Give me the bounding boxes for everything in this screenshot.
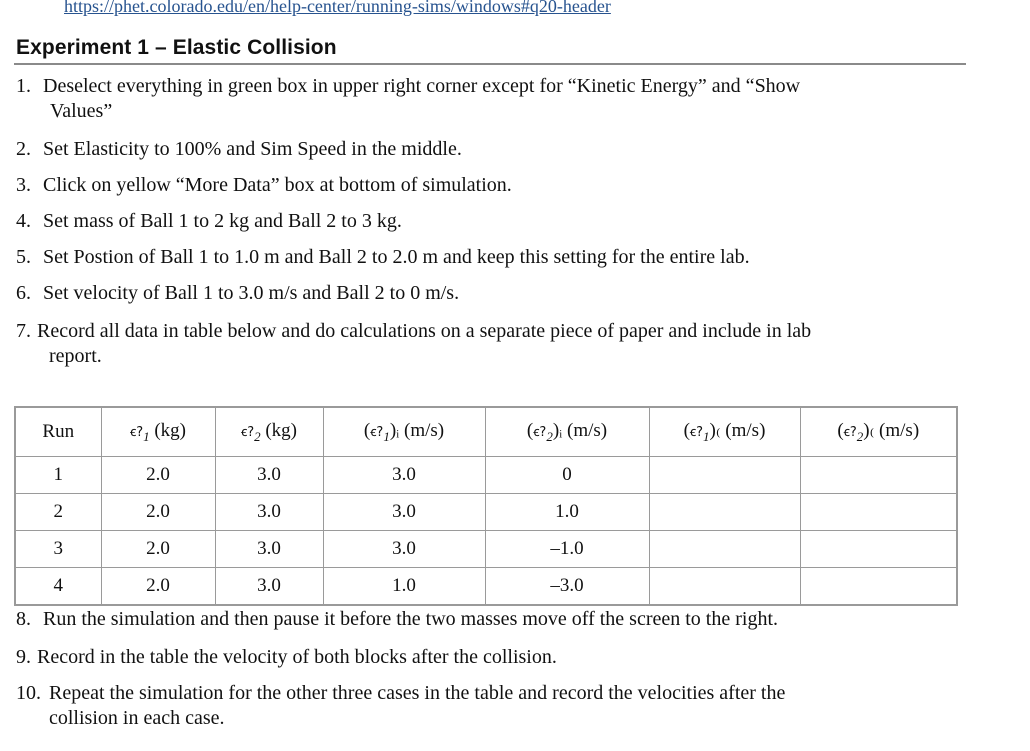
cell-mass-2: 3.0 (215, 531, 323, 568)
data-table (14, 406, 958, 606)
table-header-row (15, 407, 957, 457)
header-mass-1: $ꞓ?_1$ (kg) (101, 407, 215, 457)
experiment-title: Experiment 1 – Elastic Collision (16, 36, 337, 59)
cell-v1-final[interactable] (649, 531, 800, 568)
cell-v2-initial: –1.0 (485, 531, 649, 568)
cell-v2-initial: 0 (485, 457, 649, 494)
step-number: 2. (16, 138, 31, 160)
source-url[interactable]: https://phet.colorado.edu/en/help-center/running-sims/windows#q20-header (64, 0, 611, 16)
cell-v2-initial: 1.0 (485, 494, 649, 531)
step-text-continued: collision in each case. (49, 707, 225, 729)
step-text-continued: report. (49, 345, 102, 367)
cell-v1-initial: 3.0 (323, 457, 485, 494)
cell-mass-2: 3.0 (215, 568, 323, 606)
step-number: 10. (16, 682, 41, 704)
step-text: Deselect everything in green box in upper right corner except for “Kinetic Energy” and “Show (43, 75, 801, 97)
table-row (15, 568, 957, 606)
cell-v1-final[interactable] (649, 568, 800, 606)
cell-mass-1: 2.0 (101, 457, 215, 494)
step-number: 7. (16, 320, 31, 342)
cell-v2-initial: –3.0 (485, 568, 649, 606)
cell-v1-initial: 3.0 (323, 494, 485, 531)
title-divider (14, 63, 966, 65)
step-text: Record in the table the velocity of both blocks after the collision. (37, 646, 557, 668)
step-text-continued: Values” (50, 100, 113, 122)
step-text: Set Postion of Ball 1 to 1.0 m and Ball 2 to 2.0 m and keep this setting for the entire lab. (43, 246, 750, 268)
cell-v2-final[interactable] (800, 457, 957, 494)
cell-run: 4 (15, 568, 101, 606)
cell-mass-1: 2.0 (101, 494, 215, 531)
cell-mass-1: 2.0 (101, 531, 215, 568)
table-row (15, 457, 957, 494)
cell-mass-1: 2.0 (101, 568, 215, 606)
step-text: Run the simulation and then pause it before the two masses move off the screen to the right. (43, 608, 779, 630)
cell-run: 3 (15, 531, 101, 568)
cell-v2-final[interactable] (800, 568, 957, 606)
step-number: 9. (16, 646, 31, 668)
header-v2-initial: $(ꞓ?_2)ᵢ$ (m/s) (485, 407, 649, 457)
step-text: Repeat the simulation for the other three cases in the table and record the velocities after the (49, 682, 786, 704)
step-text: Click on yellow “More Data” box at bottom of simulation. (43, 174, 512, 196)
step-number: 4. (16, 210, 31, 232)
step-text: Set mass of Ball 1 to 2 kg and Ball 2 to 3 kg. (43, 210, 402, 232)
table-row (15, 494, 957, 531)
header-run: Run (15, 407, 101, 457)
header-mass-2: $ꞓ?_2$ (kg) (215, 407, 323, 457)
header-v2-final: $(ꞓ?_2)_($ (m/s) (800, 407, 957, 457)
cell-run: 1 (15, 457, 101, 494)
cell-mass-2: 3.0 (215, 494, 323, 531)
cell-v2-final[interactable] (800, 531, 957, 568)
cell-run: 2 (15, 494, 101, 531)
cell-v1-final[interactable] (649, 457, 800, 494)
step-number: 6. (16, 282, 31, 304)
header-v1-initial: $(ꞓ?_1)ᵢ$ (m/s) (323, 407, 485, 457)
step-number: 8. (16, 608, 31, 630)
step-text: Set Elasticity to 100% and Sim Speed in the middle. (43, 138, 462, 160)
step-number: 5. (16, 246, 31, 268)
step-text: Set velocity of Ball 1 to 3.0 m/s and Ball 2 to 0 m/s. (43, 282, 460, 304)
step-text: Record all data in table below and do calculations on a separate piece of paper and include in lab (37, 320, 812, 342)
cell-mass-2: 3.0 (215, 457, 323, 494)
cell-v1-initial: 3.0 (323, 531, 485, 568)
cell-v2-final[interactable] (800, 494, 957, 531)
step-number: 1. (16, 75, 31, 97)
cell-v1-initial: 1.0 (323, 568, 485, 606)
table-row (15, 531, 957, 568)
cell-v1-final[interactable] (649, 494, 800, 531)
header-v1-final: $(ꞓ?_1)_($ (m/s) (649, 407, 800, 457)
step-number: 3. (16, 174, 31, 196)
